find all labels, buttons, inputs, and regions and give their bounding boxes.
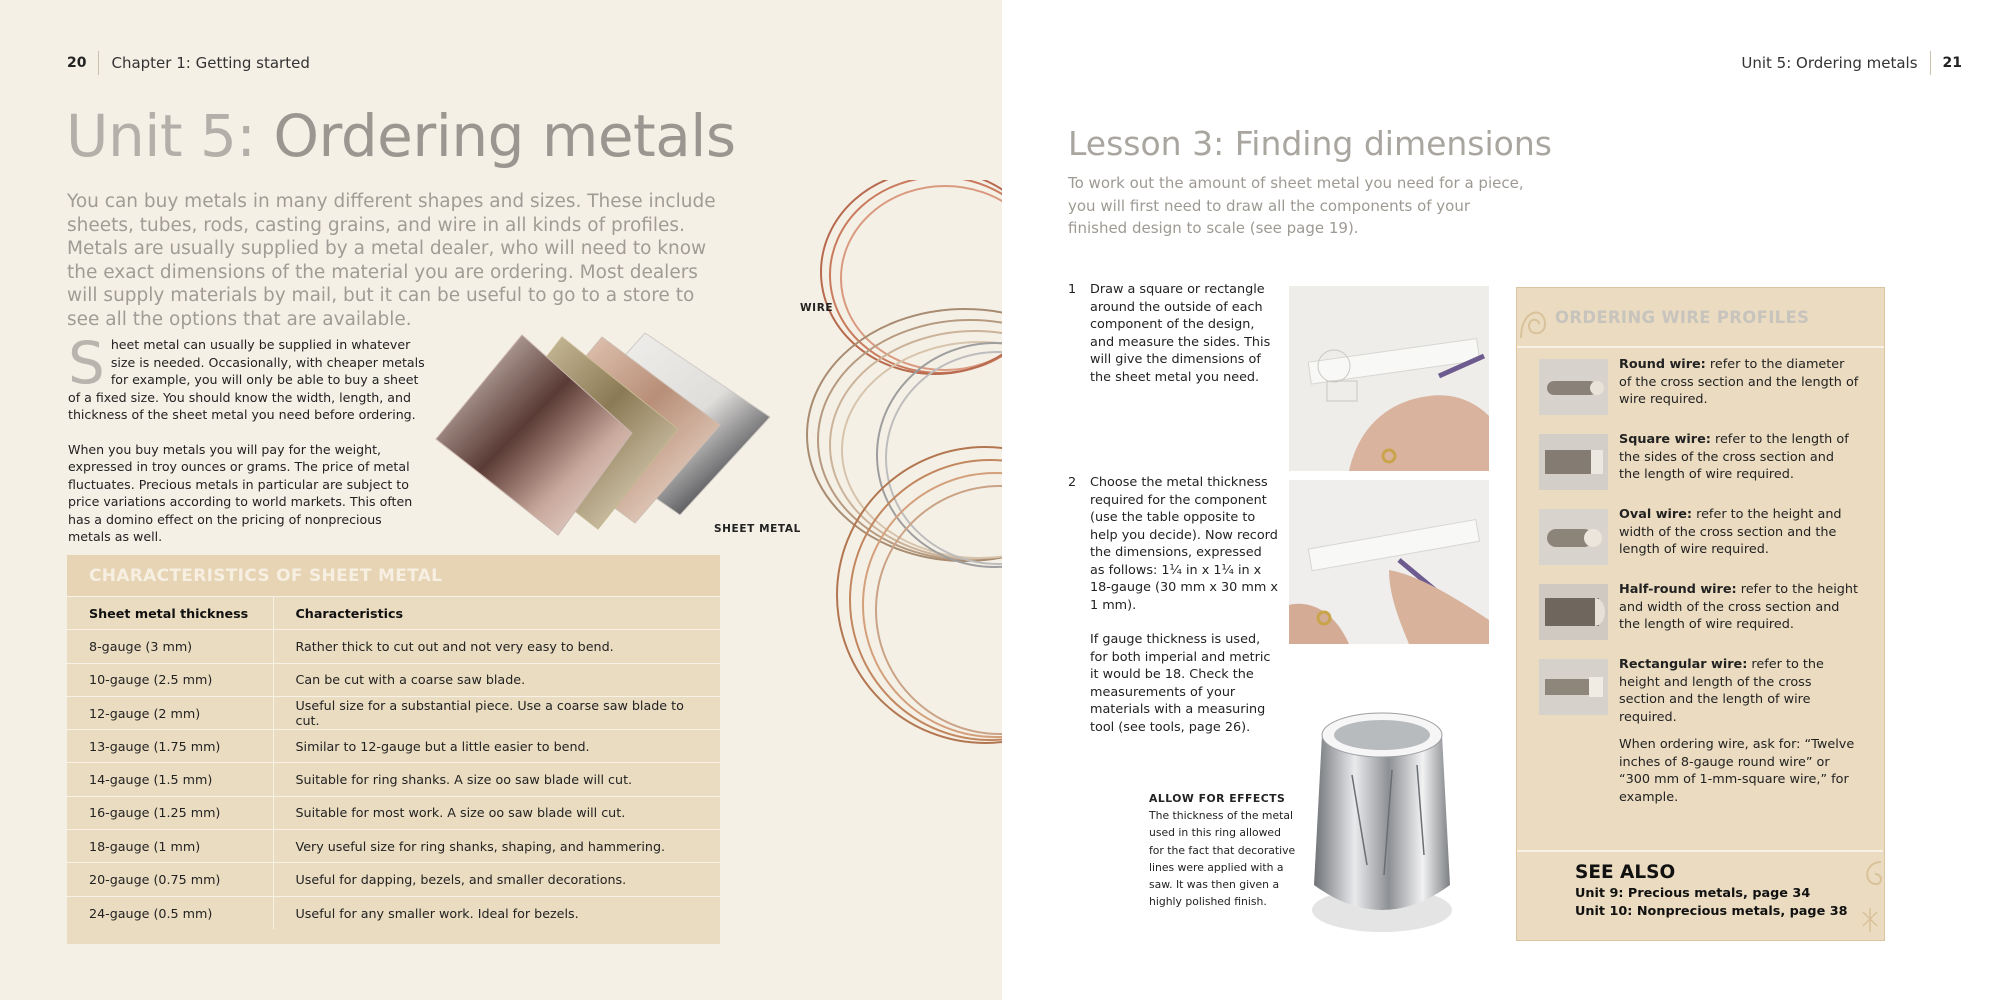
wire-type-label: Rectangular wire: xyxy=(1619,657,1748,672)
characteristics-cell: Similar to 12-gauge but a little easier to bend. xyxy=(273,730,720,763)
ordering-tip: When ordering wire, ask for: “Twelve inches of 8-gauge round wire” or “300 mm of 1-mm-square wire,” for example. xyxy=(1619,737,1855,805)
effects-caption xyxy=(1149,790,1299,910)
divider xyxy=(98,51,99,75)
sheet-metal-caption: SHEET METAL xyxy=(714,523,801,535)
divider xyxy=(1930,51,1931,75)
paragraph: When you buy metals you will pay for the weight, expressed in troy ounces or grams. The price of metal fluctuates. Precious metals in particular are subject to price variations according to world markets. This often has a domino effect on the pricing of nonprecious metals as well. xyxy=(68,441,413,544)
body-text xyxy=(68,329,428,563)
wire-type-label: Half-round wire: xyxy=(1619,582,1737,597)
table-row xyxy=(67,630,720,663)
unit-title-name: Ordering metals xyxy=(273,102,736,170)
ring-image xyxy=(1292,695,1472,945)
characteristics-cell: Suitable for most work. A size oo saw blade will cut. xyxy=(273,796,720,829)
wire-profiles-box xyxy=(1516,287,1885,941)
step-text-continued: If gauge thickness is used, for both imperial and metric it would be 18. Check the measurements of your materials with a measuring tool (see tools, page 26). xyxy=(1090,632,1271,735)
chapter-label: Chapter 1: Getting started xyxy=(111,54,310,72)
see-also-link[interactable]: Unit 10: Nonprecious metals, page 38 xyxy=(1575,904,1848,919)
wire-type-label: Oval wire: xyxy=(1619,507,1693,522)
sheet-metal-image xyxy=(430,325,780,550)
thickness-cell: 8-gauge (3 mm) xyxy=(67,630,273,663)
thickness-cell: 14-gauge (1.5 mm) xyxy=(67,763,273,796)
thickness-cell: 13-gauge (1.75 mm) xyxy=(67,730,273,763)
step-text: Choose the metal thickness required for the component (use the table opposite to help you decide). Now record the dimensions, expressed as follows: 1¹⁄₄ in x 1¹⁄₄ in x 18-gauge (30 mm x 30 mm x 1 mm). xyxy=(1090,475,1278,613)
wire-coils-image xyxy=(790,180,1002,760)
lesson-intro: To work out the amount of sheet metal you need for a piece, you will first need to draw all the components of your finished design to scale (see page 19). xyxy=(1068,174,1524,237)
square-wire-icon xyxy=(1539,434,1608,490)
swirl-decoration-icon xyxy=(1857,852,1883,940)
wire-item-oval xyxy=(1517,506,1886,572)
wire-caption: WIRE xyxy=(800,302,834,314)
rectangular-wire-icon xyxy=(1539,659,1608,715)
thickness-cell: 10-gauge (2.5 mm) xyxy=(67,663,273,696)
characteristics-cell: Rather thick to cut out and not very easy to bend. xyxy=(273,630,720,663)
swirl-decoration-icon xyxy=(1517,288,1551,348)
oval-wire-icon xyxy=(1539,509,1608,565)
half-round-wire-icon xyxy=(1539,584,1608,640)
round-wire-icon xyxy=(1539,359,1608,415)
step-number: 2 xyxy=(1068,475,1077,490)
step-text: Draw a square or rectangle around the outside of each component of the design, and measure the sides. This will give the dimensions of the sheet metal you need. xyxy=(1090,282,1271,385)
thickness-cell: 24-gauge (0.5 mm) xyxy=(67,896,273,929)
drawing-photo xyxy=(1289,286,1489,471)
table-row xyxy=(67,696,720,729)
characteristics-table xyxy=(67,596,720,929)
wire-item-square xyxy=(1517,431,1886,497)
characteristics-cell: Useful for any smaller work. Ideal for bezels. xyxy=(273,896,720,929)
measuring-hands-image xyxy=(1289,480,1489,644)
table-header-row xyxy=(67,597,720,630)
right-page xyxy=(1002,0,2000,1000)
characteristics-cell: Can be cut with a coarse saw blade. xyxy=(273,663,720,696)
wire-type-label: Round wire: xyxy=(1619,357,1706,372)
step-text-block xyxy=(1090,474,1280,753)
wire-type-label: Square wire: xyxy=(1619,432,1711,447)
thickness-cell: 12-gauge (2 mm) xyxy=(67,696,273,729)
column-header: Characteristics xyxy=(273,597,720,630)
thickness-cell: 18-gauge (1 mm) xyxy=(67,830,273,863)
characteristics-cell: Useful size for a substantial piece. Use a coarse saw blade to cut. xyxy=(273,696,720,729)
effects-text: The thickness of the metal used in this ring allowed for the fact that decorative lines were applied with a saw. It was then given a highly polished finish. xyxy=(1149,809,1296,909)
wire-item-text xyxy=(1619,431,1859,484)
wire-type-desc: refer to the length of the sides of the cross section and the length of wire required. xyxy=(1619,432,1849,482)
table-row xyxy=(67,763,720,796)
characteristics-cell: Very useful size for ring shanks, shaping, and hammering. xyxy=(273,830,720,863)
table-row xyxy=(67,796,720,829)
wire-item-text xyxy=(1619,581,1859,634)
effects-heading: ALLOW FOR EFFECTS xyxy=(1149,792,1286,805)
thickness-cell: 16-gauge (1.25 mm) xyxy=(67,796,273,829)
see-also-heading: SEE ALSO xyxy=(1575,862,1676,883)
step-number: 1 xyxy=(1068,282,1077,297)
characteristics-cell: Suitable for ring shanks. A size oo saw blade will cut. xyxy=(273,763,720,796)
page-number: 21 xyxy=(1942,55,1962,71)
unit-label: Unit 5: Ordering metals xyxy=(1741,54,1918,72)
lesson-title: Lesson 3: Finding dimensions xyxy=(1068,124,1552,163)
see-also-link[interactable]: Unit 9: Precious metals, page 34 xyxy=(1575,886,1811,901)
wire-item-text xyxy=(1619,656,1859,726)
drawing-hands-image xyxy=(1289,286,1489,471)
paragraph xyxy=(68,329,428,424)
unit-title xyxy=(66,102,736,170)
table-row xyxy=(67,830,720,863)
table-row xyxy=(67,896,720,929)
running-head-left xyxy=(67,51,310,75)
column-header: Sheet metal thickness xyxy=(67,597,273,630)
table-row xyxy=(67,730,720,763)
wire-item-half-round xyxy=(1517,581,1886,647)
wire-type-desc: refer to the height and width of the cross section and the length of wire required. xyxy=(1619,582,1859,632)
characteristics-cell: Useful for dapping, bezels, and smaller decorations. xyxy=(273,863,720,896)
unit-intro: You can buy metals in many different shapes and sizes. These include sheets, tubes, rods, casting grains, and wire in all kinds of profiles. Metals are usually supplied by a metal dealer, who will need to know the exact dimensions of the material you are ordering. Most dealers will supply materials by mail, but it can be useful to go to a store to see all the options that are available. xyxy=(67,191,716,330)
page-number: 20 xyxy=(67,55,87,71)
wire-type-desc: refer to the diameter of the cross section and the length of wire required. xyxy=(1619,357,1859,407)
wire-item-text xyxy=(1619,506,1859,559)
wire-type-desc: refer to the height and length of the cross section and the length of wire required. xyxy=(1619,657,1824,725)
thickness-cell: 20-gauge (0.75 mm) xyxy=(67,863,273,896)
see-also xyxy=(1517,850,1883,940)
wire-box-title xyxy=(1517,288,1884,348)
wire-item-round xyxy=(1517,356,1886,422)
measuring-photo xyxy=(1289,480,1489,644)
sheet-metal-table xyxy=(67,555,720,944)
table-row xyxy=(67,663,720,696)
wire-item-rectangular xyxy=(1517,656,1886,725)
wire-box-title-text: ORDERING WIRE PROFILES xyxy=(1555,308,1810,327)
paragraph-text: heet metal can usually be supplied in whatever size is needed. Occasionally, with cheaper metals for example, you will only be able to buy a sheet of a fixed size. You should know the width, length, and thickness of the sheet metal you need before ordering. xyxy=(68,337,425,422)
unit-title-prefix: Unit 5: xyxy=(66,102,256,170)
running-head-right xyxy=(1741,51,1962,75)
drop-cap: S xyxy=(68,329,105,397)
wire-type-desc: refer to the height and width of the cross section and the length of wire required. xyxy=(1619,507,1842,557)
table-title: CHARACTERISTICS OF SHEET METAL xyxy=(67,555,720,596)
table-row xyxy=(67,863,720,896)
wire-item-text xyxy=(1619,356,1859,409)
